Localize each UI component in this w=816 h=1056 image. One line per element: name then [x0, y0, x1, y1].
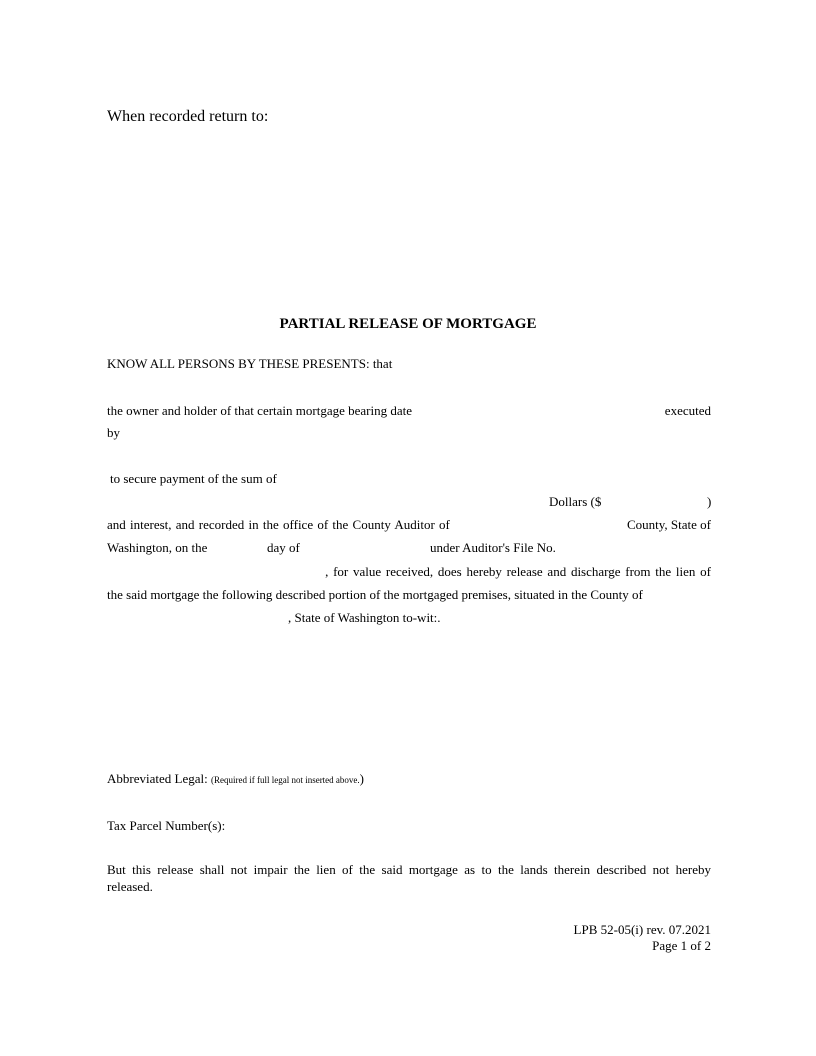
abbreviated-legal-label: Abbreviated Legal: [107, 771, 208, 786]
form-id: LPB 52-05(i) rev. 07.2021 [573, 922, 711, 937]
owner-holder-text: the owner and holder of that certain mortgage bearing date [107, 403, 413, 418]
interest-recorded-text: and interest, and recorded in the office of the County Auditor of [107, 517, 450, 532]
dollars-text: Dollars ($ [549, 494, 602, 509]
release-clause-line1: But this release shall not impair the lien of the said mortgage as to the lands therein described not hereby [107, 862, 711, 877]
page-number: Page 1 of 2 [652, 938, 711, 953]
by-text: by [107, 425, 120, 440]
auditor-file-text: under Auditor's File No. [430, 540, 556, 555]
release-clause-line2: released. [107, 879, 153, 894]
washington-on-text: Washington, on the [107, 540, 208, 555]
value-received-text: , for value received, does hereby release and discharge from the lien of [325, 564, 711, 579]
day-of-text: day of [267, 540, 300, 555]
abbreviated-legal-close: ) [359, 771, 365, 786]
document-title: PARTIAL RELEASE OF MORTGAGE [279, 316, 537, 332]
return-to-label: When recorded return to: [107, 108, 269, 125]
executed-text: executed [664, 403, 711, 418]
abbreviated-legal-note: (Required if full legal not inserted above. [210, 775, 360, 785]
abbreviated-legal [107, 771, 364, 788]
know-all-text: KNOW ALL PERSONS BY THESE PRESENTS: that [107, 356, 393, 371]
county-state-text: County, State of [626, 517, 711, 532]
tax-parcel-label: Tax Parcel Number(s): [107, 818, 226, 833]
secure-payment-text: to secure payment of the sum of [110, 471, 277, 486]
said-mortgage-text: the said mortgage the following described portion of the mortgaged premises, situated in the County of [107, 587, 643, 602]
state-to-wit-text: , State of Washington to-wit:. [288, 610, 441, 625]
close-paren: ) [707, 494, 712, 509]
